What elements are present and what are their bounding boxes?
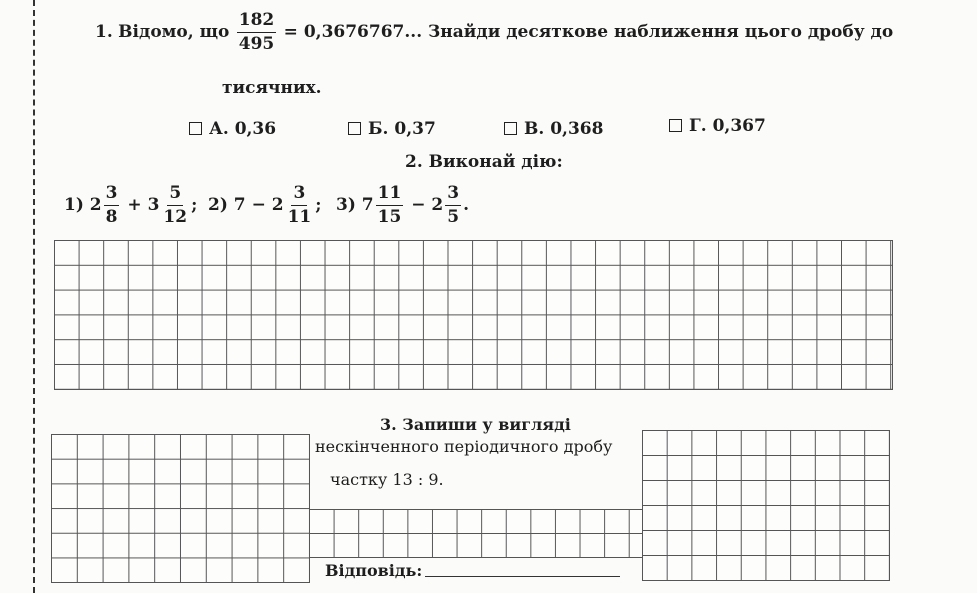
item3-whole2: 2 [431,195,444,215]
task1-fraction-denominator: 495 [238,34,275,54]
option-b[interactable] [348,119,436,139]
item1-n1: 3 [104,185,120,206]
item1-label: 1) [64,195,84,215]
option-b-letter: Б. [368,119,389,139]
option-v[interactable] [504,119,603,139]
item2-end: ; [315,195,322,215]
task2-item-3 [336,185,469,226]
task1-number: 1. [95,22,113,42]
item2-a: 7 [233,195,246,215]
item3-d2: 5 [447,207,460,227]
task1-question [95,12,893,53]
item3-label: 3) [336,195,356,215]
task3-grid-right[interactable] [642,430,890,581]
task1-fraction-numerator: 182 [237,12,277,33]
task3-line3: частку 13 : 9. [330,470,444,489]
task3-line2: нескінченного періодичного дробу [315,437,613,456]
item3-d1: 15 [377,207,402,227]
option-b-value: 0,37 [394,119,436,139]
option-v-letter: В. [524,119,545,139]
option-a-value: 0,36 [234,119,277,139]
option-a[interactable] [189,119,276,139]
task3-line1-text: Запиши у вигляді [402,415,571,434]
item1-d2: 12 [163,207,188,227]
item2-frac2 [286,185,314,226]
checkbox-g[interactable] [669,119,682,132]
task2-item-2 [208,185,322,226]
task3-line1 [378,415,573,434]
task3-grid-middle[interactable] [309,509,643,558]
item1-n2: 5 [167,185,183,206]
item1-op: + [127,195,142,215]
task3-grid-left[interactable] [51,434,310,583]
item1-end: ; [191,195,198,215]
option-g[interactable] [669,116,766,136]
item2-d2: 11 [287,207,312,227]
item1-frac2 [161,185,189,226]
item3-op: − [411,195,426,215]
item3-frac1 [376,185,404,226]
task1-text-before: Відомо, що [118,22,230,42]
item2-n2: 3 [291,185,307,206]
task2-number: 2. [405,152,423,172]
item1-d1: 8 [105,207,118,227]
task2-work-grid[interactable] [54,240,893,390]
answer-line[interactable] [425,576,620,577]
task2-item-1 [64,185,197,226]
task2-title-text: Виконай дію: [428,152,563,172]
cut-line [33,0,35,593]
task1-text-after: = 0,3676767... Знайди десяткове наближення цього дробу до [283,22,894,42]
task2-title [405,152,563,172]
checkbox-b[interactable] [348,122,361,135]
item1-frac1 [104,185,120,226]
task1-fraction [237,12,277,53]
checkbox-v[interactable] [504,122,517,135]
task1-text-line2: тисячних. [222,78,322,98]
option-g-value: 0,367 [712,116,766,136]
item2-op: − [251,195,266,215]
item3-frac2 [445,185,461,226]
item3-end: . [463,195,470,215]
answer-label: Відповідь: [322,561,425,580]
option-g-letter: Г. [689,116,707,136]
item2-whole2: 2 [271,195,284,215]
option-a-letter: А. [209,119,229,139]
item1-whole1: 2 [89,195,102,215]
item3-n1: 11 [376,185,404,206]
item1-whole2: 3 [147,195,160,215]
item3-whole1: 7 [361,195,374,215]
item3-n2: 3 [445,185,461,206]
checkbox-a[interactable] [189,122,202,135]
option-v-value: 0,368 [550,119,604,139]
task3-number: 3. [380,415,397,434]
item2-label: 2) [208,195,228,215]
